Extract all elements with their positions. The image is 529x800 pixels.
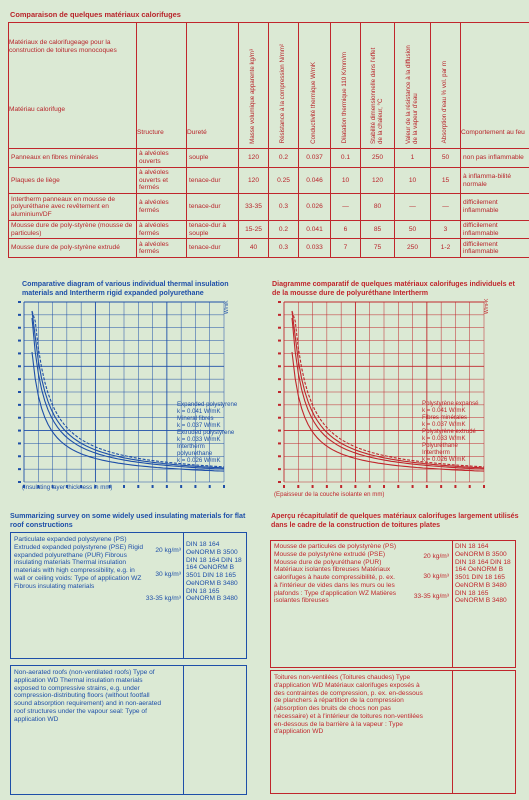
diagram-en-xlabel: (Insulating layer thickness in mm) (22, 484, 113, 491)
value-cell-v1: 33-35 (239, 194, 269, 220)
value-cell-v1: 15-25 (239, 220, 269, 239)
value-cell-v1: 120 (239, 149, 269, 168)
value-cell-v7: — (431, 194, 461, 220)
rot-header-cell (331, 23, 361, 149)
corner-text: Matériaux de calorifugeage pour la construction de toitures monocoques (9, 39, 117, 54)
survey-fr-title: Aperçu récapitulatif de quelques matériaux calorifuges largement utilisés dans le cadre de la construction de toitures plates (271, 512, 519, 529)
value-cell-v5: 120 (361, 167, 395, 193)
tick-mark (18, 391, 21, 393)
tick-mark (18, 442, 21, 444)
legend-entry: k = 0.037 W/mK (177, 422, 221, 429)
tick-mark (18, 301, 21, 303)
legend-entry: k = 0.026 W/mK (177, 457, 221, 464)
tick-mark (137, 485, 139, 488)
material-cell: Intertherm panneaux en mousse de polyuréthane avec revêtement en aluminium/DF (9, 194, 137, 220)
tick-mark (18, 340, 21, 342)
value-cell-v2: 0.25 (269, 167, 299, 193)
value-cell-v7: 15 (431, 167, 461, 193)
survey-fr-density-2: 30 kg/m³ (423, 573, 449, 580)
survey-fr-materials: Mousse de particules de polystyrène (PS) Mousse de polystyrène extrudé (PSE) Mousse dure de polyuréthane (PUR) Matériaux isolantes fibreuses Matériaux calorifuges à haute compressibilité, p. ex. à l'intérieur de vides dans les murs ou les plafonds : Type d'application WZ Matières isolantes fibreuses (274, 543, 397, 605)
tick-mark (166, 485, 168, 488)
value-cell-v3: 0.026 (299, 194, 331, 220)
hardness-header: Dureté (187, 128, 207, 136)
value-cell-v6: 10 (395, 167, 431, 193)
tick-mark (18, 417, 21, 419)
divider (183, 666, 184, 794)
tick-mark (283, 485, 285, 488)
value-cell-v3: 0.046 (299, 167, 331, 193)
rot-header-cell (395, 23, 431, 149)
tick-mark (18, 327, 21, 329)
tick-mark (278, 314, 281, 316)
diagram-en-legend (177, 401, 267, 464)
rot-header-cell (269, 23, 299, 149)
tick-mark (18, 430, 21, 432)
legend-entry: Expanded polystyrene (177, 401, 238, 408)
survey-en-materials-box (10, 532, 247, 659)
fire-cell: à inflamma-bilité normale (461, 167, 529, 193)
tick-mark (440, 485, 442, 488)
survey-en-roof-box (10, 665, 247, 795)
tick-mark (18, 481, 21, 483)
diagram-fr-xlabel: (Epaisseur de la couche isolante en mm) (274, 491, 385, 498)
tick-mark (469, 485, 471, 488)
hardness-cell: tenace-dur (187, 167, 239, 193)
survey-fr-density-3: 33-35 kg/m³ (413, 593, 449, 600)
tick-mark (278, 404, 281, 406)
rot-header-expansion: Dilatation thermique 110 K/mm/m (341, 52, 349, 144)
tick-mark (297, 485, 299, 488)
fire-header: Comportement au feu (461, 128, 525, 136)
value-cell-v4: 6 (331, 220, 361, 239)
legend-entry: polyurethane (177, 450, 213, 457)
tick-mark (340, 485, 342, 488)
survey-en-norms: DIN 18 164 OeNORM B 3500 DIN 18 164 DIN 18 164 OeNORM B 3501 DIN 18 165 OeNORM B 3480 DIN 18 165 OeNORM B 3480 (186, 541, 242, 603)
survey-fr-norms: DIN 18 164 OeNORM B 3500 DIN 18 164 DIN 18 164 OeNORM B 3501 DIN 18 165 OeNORM B 3480 DIN 18 165 OeNORM B 3480 (455, 543, 511, 605)
tick-mark (18, 352, 21, 354)
comparison-table-section (8, 8, 525, 260)
value-cell-v4: 10 (331, 167, 361, 193)
tick-mark (383, 485, 385, 488)
divider (452, 541, 453, 667)
tick-mark (18, 314, 21, 316)
value-cell-v3: 0.037 (299, 149, 331, 168)
material-cell: Panneaux en fibres minérales (9, 149, 137, 168)
value-cell-v2: 0.2 (269, 220, 299, 239)
tick-mark (412, 485, 414, 488)
value-cell-v6: 250 (395, 239, 431, 258)
rot-header-conductivity: Conductivité thermique W/mK (310, 61, 318, 144)
legend-entry: Intertherm (422, 449, 450, 456)
axis-unit: W/mK (224, 300, 230, 314)
value-cell-v4: — (331, 194, 361, 220)
structure-cell: à alvéoles ouverts et fermés (137, 167, 187, 193)
value-cell-v1: 40 (239, 239, 269, 258)
tick-mark (483, 485, 485, 488)
table-row (9, 149, 529, 168)
tick-mark (180, 485, 182, 488)
legend-entry: k = 0.037 W/mK (422, 421, 466, 428)
tick-mark (194, 485, 196, 488)
survey-en-title: Summarizing survey on some widely used insulating materials for flat roof constructions (10, 512, 246, 529)
fire-cell: non pas inflammable (461, 149, 529, 168)
table-row (9, 194, 529, 220)
rot-header-density: Masse volumique apparente kg/m³ (249, 48, 257, 144)
tick-mark (209, 485, 211, 488)
table-row (9, 167, 529, 193)
value-cell-v2: 0.3 (269, 194, 299, 220)
tick-mark (278, 481, 281, 483)
diagram-fr-legend (422, 400, 522, 463)
axis-unit: W/m²K (484, 298, 490, 314)
value-cell-v6: — (395, 194, 431, 220)
tick-mark (326, 485, 328, 488)
diagram-en-title: Comparative diagram of various individual thermal insulation materials and Intertherm rigid expanded polyurethane (22, 280, 229, 297)
survey-fr-materials-box (270, 540, 516, 668)
structure-cell: à alvéoles fermés (137, 220, 187, 239)
survey-en-density-2: 30 kg/m³ (155, 571, 181, 578)
value-cell-v2: 0.3 (269, 239, 299, 258)
tick-mark (278, 430, 281, 432)
value-cell-v7: 50 (431, 149, 461, 168)
hardness-cell: tenace-dur (187, 194, 239, 220)
material-header: Matériau calorifuge (9, 106, 66, 114)
value-cell-v4: 7 (331, 239, 361, 258)
value-cell-v1: 120 (239, 167, 269, 193)
tick-mark (278, 378, 281, 380)
value-cell-v3: 0.033 (299, 239, 331, 258)
value-cell-v6: 1 (395, 149, 431, 168)
hardness-cell: tenace-dur (187, 239, 239, 258)
tick-mark (278, 327, 281, 329)
tick-mark (278, 340, 281, 342)
tick-mark (278, 301, 281, 303)
legend-entry: Polystyrène extrudé (422, 428, 476, 435)
material-cell: Mousse dure de poly-styrène extrudé (9, 239, 137, 258)
tick-mark (223, 485, 225, 488)
tick-mark (18, 378, 21, 380)
survey-fr-roof-box (270, 670, 516, 794)
tick-mark (312, 485, 314, 488)
value-cell-v7: 1-2 (431, 239, 461, 258)
value-cell-v5: 85 (361, 220, 395, 239)
value-cell-v7: 3 (431, 220, 461, 239)
corner-cell (9, 23, 137, 149)
tick-mark (454, 485, 456, 488)
rot-header-vapour: Valeur de la résistance à la diffusion de la vapeur d'eau (404, 44, 419, 144)
comparison-table (8, 22, 529, 258)
legend-entry: k = 0.033 W/mK (177, 436, 221, 443)
structure-header-cell (137, 23, 187, 149)
divider (183, 533, 184, 658)
tick-mark (152, 485, 154, 488)
hardness-cell: tenace-dur à souple (187, 220, 239, 239)
rot-header-cell (239, 23, 269, 149)
rot-header-compression: Résistance à la compression N/mm² (279, 44, 287, 144)
rot-header-absorption: Absorption d'eau % vol. par m (441, 61, 449, 144)
survey-fr-roof-text: Toitures non-ventilées (Toitures chaudes) Type d'application WD Matériaux calorifuges exposés à des contraintes de compression, p. ex. en-dessous de planchers à répartition de la compression (absorption des bruits de chocs non pas nécessaire) et à l'intérieur de toitures non-ventilées en-dessous de la barrière à la vapeur : Type d'application WD (274, 674, 423, 736)
fire-cell: difficilement inflammable (461, 194, 529, 220)
structure-cell: à alvéoles fermés (137, 194, 187, 220)
tick-mark (278, 391, 281, 393)
structure-cell: à alvéoles ouverts (137, 149, 187, 168)
material-cell: Mousse dure de poly-styrène (mousse de particules) (9, 220, 137, 239)
survey-en-density-3: 33-35 kg/m³ (145, 595, 181, 602)
tick-mark (369, 485, 371, 488)
tick-mark (18, 468, 21, 470)
table-row (9, 239, 529, 258)
value-cell-v5: 250 (361, 149, 395, 168)
legend-entry: k = 0.033 W/mK (422, 435, 466, 442)
material-cell: Plaques de liège (9, 167, 137, 193)
survey-en-roof-text: Non-aerated roofs (non-ventilated roofs) Type of application WD Thermal insulation materials exposed to compressive strains, e.g. under compression-distributing floors (without footfall sound absorption requirement) and in non-aerated roof structures under the vapour seal: Type of application WD (14, 669, 161, 723)
hardness-header-cell (187, 23, 239, 149)
value-cell-v5: 75 (361, 239, 395, 258)
value-cell-v3: 0.041 (299, 220, 331, 239)
legend-entry: Fibres minérales (422, 414, 468, 421)
legend-entry: Polyuréthane (422, 442, 458, 449)
legend-entry: k = 0.041 W/mK (177, 408, 221, 415)
tick-mark (18, 404, 21, 406)
value-cell-v5: 80 (361, 194, 395, 220)
value-cell-v6: 50 (395, 220, 431, 239)
fire-cell: difficilement inflammable (461, 239, 529, 258)
structure-cell: à alvéoles fermés (137, 239, 187, 258)
tick-mark (18, 455, 21, 457)
rot-header-cell (299, 23, 331, 149)
rot-header-cell (431, 23, 461, 149)
survey-fr-density-1: 20 kg/m³ (423, 553, 449, 560)
tick-mark (397, 485, 399, 488)
fire-header-cell (461, 23, 529, 149)
rot-header-stability: Stabilité dimensionnelle dans l'effet de la chaleur, °C (369, 47, 384, 144)
tick-mark (354, 485, 356, 488)
structure-header: Structure (137, 128, 164, 136)
tick-mark (18, 365, 21, 367)
fire-cell: difficilement inflammable (461, 220, 529, 239)
hardness-cell: souple (187, 149, 239, 168)
divider (452, 671, 453, 793)
diagram-fr-title: Diagramme comparatif de quelques matériaux calorifuges individuels et de la mousse dure de polyuréthane Intertherm (272, 280, 515, 297)
legend-entry: Polystyrène expansé (422, 400, 479, 407)
value-cell-v4: 0.1 (331, 149, 361, 168)
tick-mark (278, 417, 281, 419)
tick-mark (278, 455, 281, 457)
tick-mark (426, 485, 428, 488)
legend-entry: Extruded polystyrene (177, 429, 235, 436)
survey-en-density-1: 20 kg/m³ (155, 547, 181, 554)
tick-mark (278, 442, 281, 444)
legend-entry: Mineral fibres (177, 415, 214, 422)
legend-entry: k = 0.026 W/mK (422, 456, 466, 463)
legend-entry: k = 0.041 W/mK (422, 407, 466, 414)
legend-entry: Intertherm (177, 443, 205, 450)
tick-mark (278, 352, 281, 354)
value-cell-v2: 0.2 (269, 149, 299, 168)
table-title: Comparaison de quelques matériaux calorifuges (10, 10, 181, 19)
rot-header-cell (361, 23, 395, 149)
header-row (9, 23, 529, 149)
table-row (9, 220, 529, 239)
tick-mark (278, 365, 281, 367)
survey-en-materials: Particulate expanded polystyrene (PS) Extruded expanded polystyrene (PSE) Rigid expanded polyurethane (PUR) Fibrous insulating materials Thermal insulation materials with high compressibility, e.g. in wall or ceiling voids: Type of application WZ Fibrous insulating materials (14, 536, 144, 590)
tick-mark (278, 468, 281, 470)
tick-mark (123, 485, 125, 488)
